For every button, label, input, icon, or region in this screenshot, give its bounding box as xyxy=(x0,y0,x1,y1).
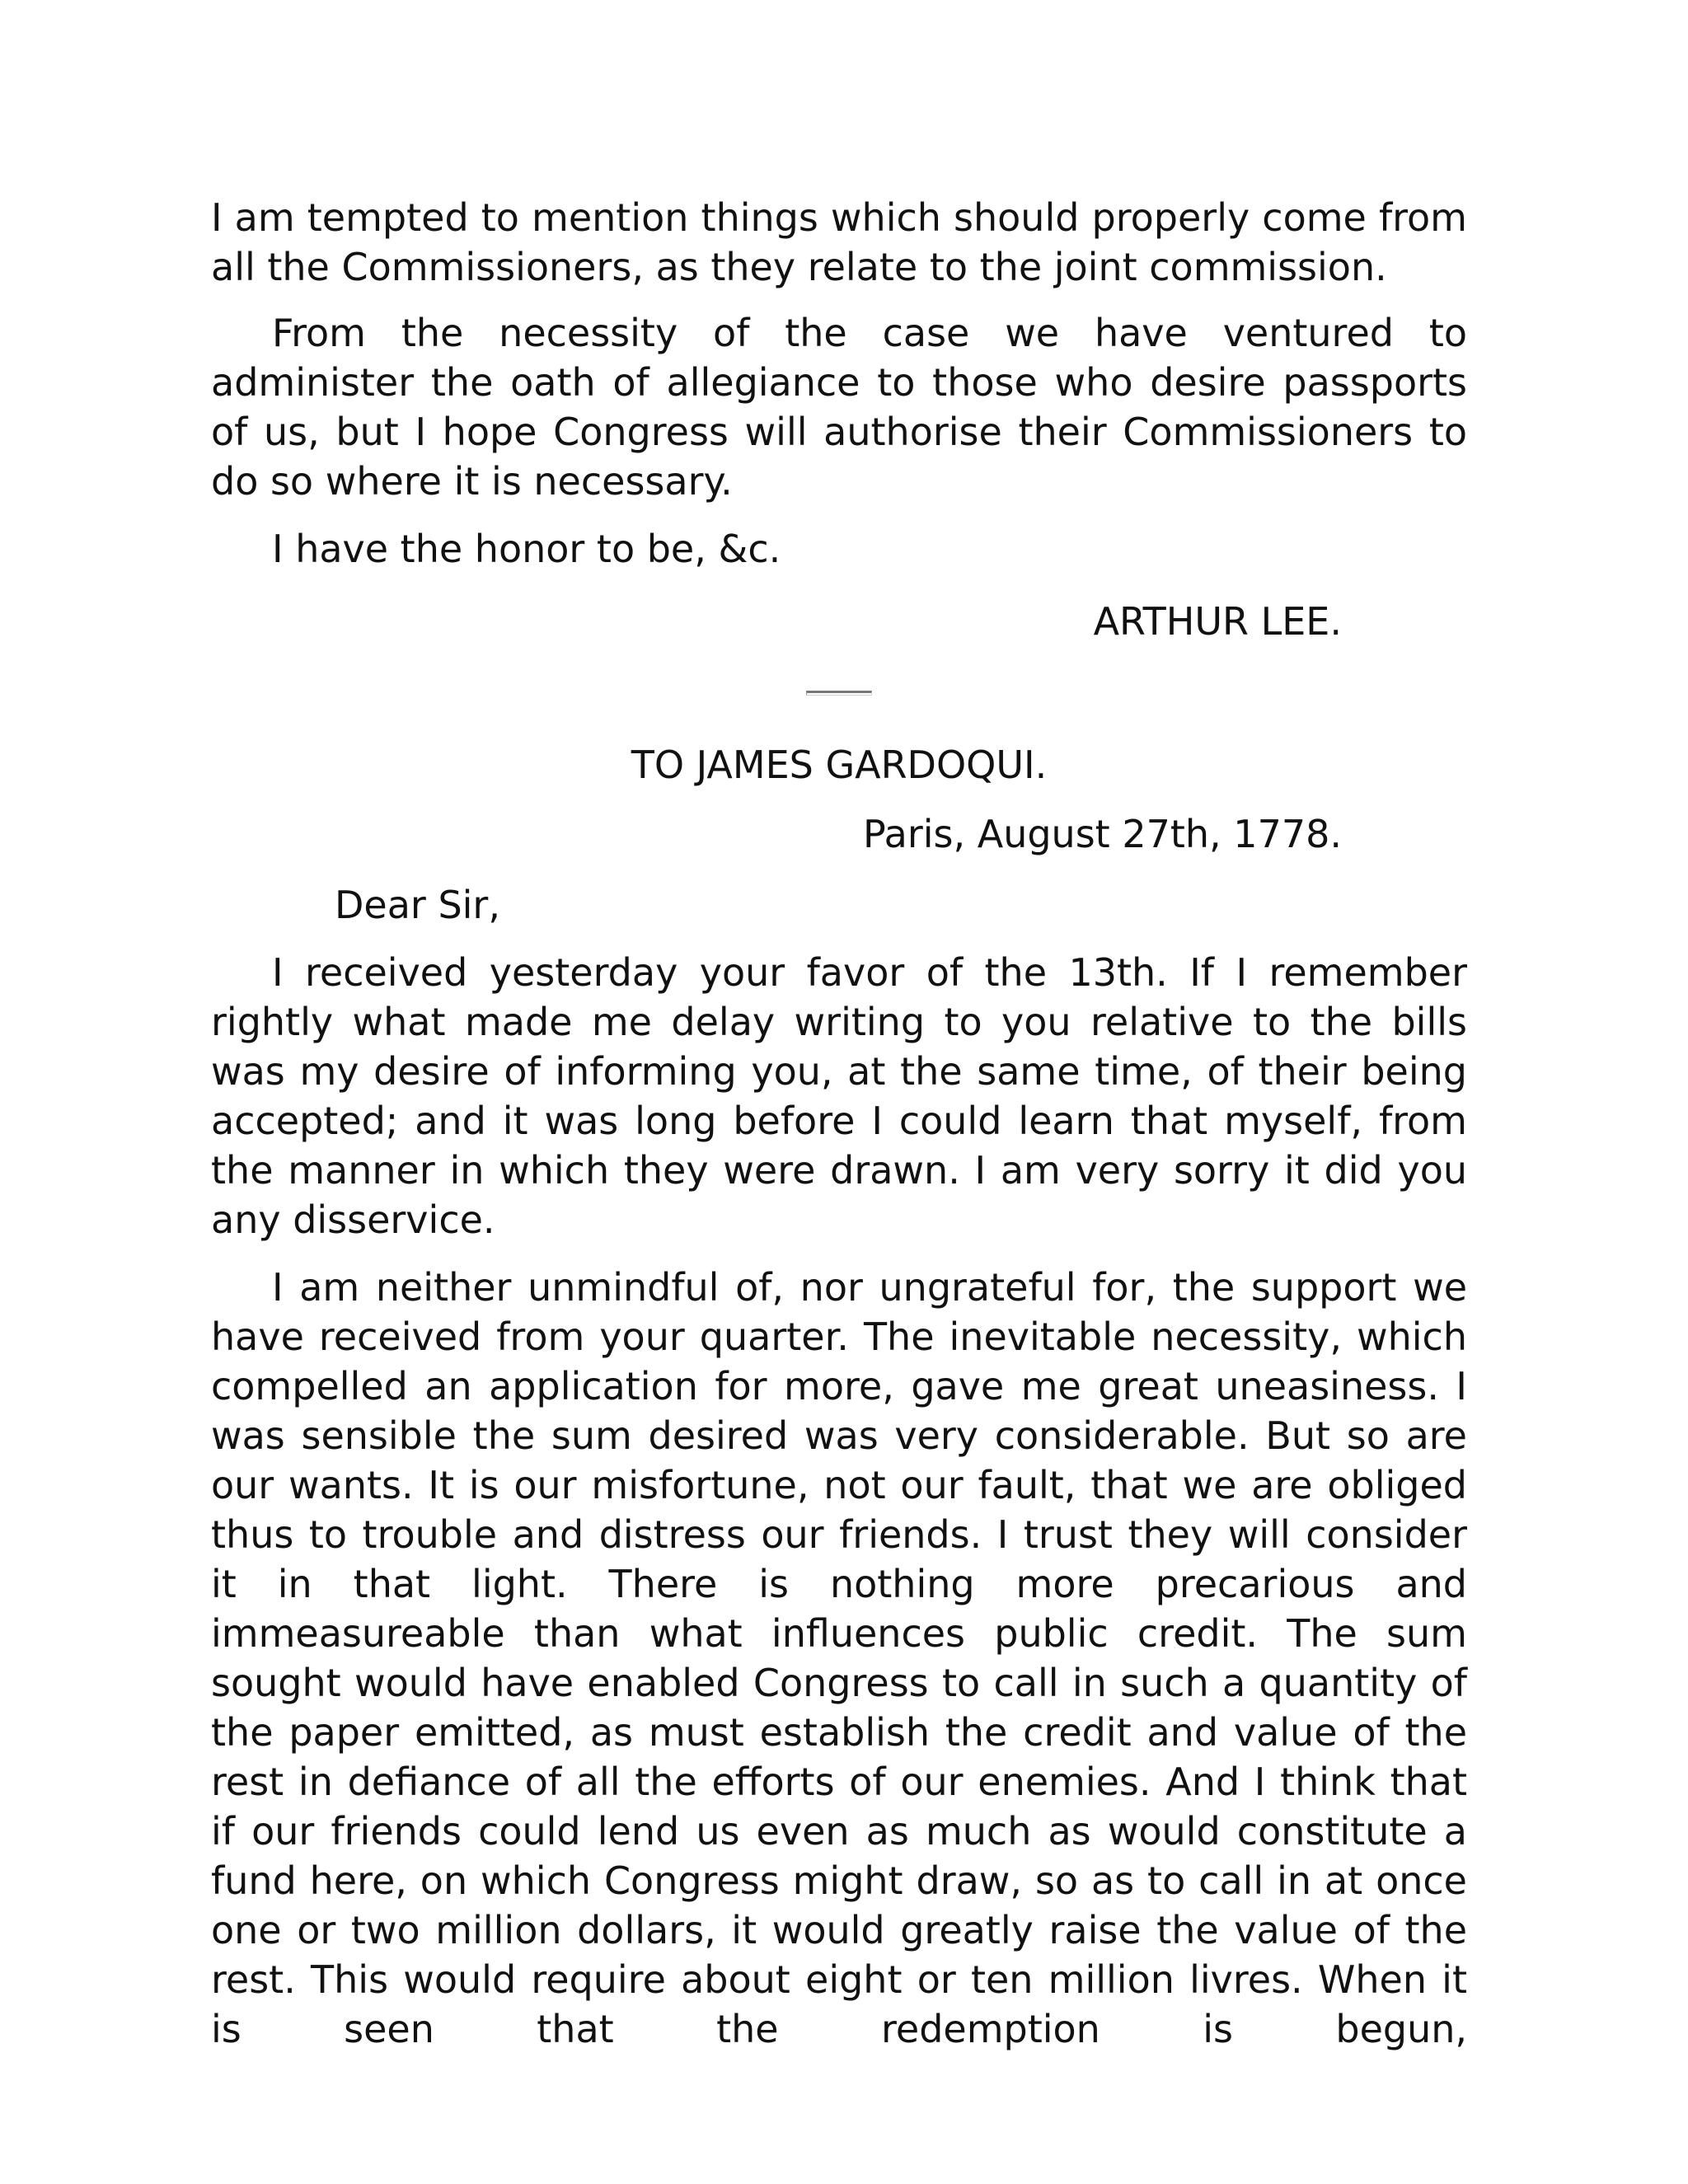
letter1-paragraph-2: From the necessity of the case we have ventured to administer the oath of allegiance to those who desire passports of us, but I hope Congress will authorise their Commissioners to do so where it is necessary. xyxy=(211,311,1467,504)
letter2-dateline: Paris, August 27th, 1778. xyxy=(862,812,1342,856)
letter2-salutation: Dear Sir, xyxy=(335,883,500,927)
document-page xyxy=(211,193,1467,2054)
section-divider xyxy=(806,691,872,696)
letter1-paragraph-1: I am tempted to mention things which should properly come from all the Commissioners, as they relate to the joint commission. xyxy=(211,195,1467,289)
letter2-paragraph-1: I received yesterday your favor of the 13th. If I remember rightly what made me delay writing to you relative to the bills was my desire of informing you, at the same time, of their being accepted; and it was long before I could learn that myself, from the manner in which they were drawn. I am very sorry it did you any disservice. xyxy=(211,950,1467,1242)
letter2-heading: TO JAMES GARDOQUI. xyxy=(631,743,1048,787)
letter1-signature: ARTHUR LEE. xyxy=(1093,599,1342,644)
letter2-paragraph-2: I am neither unmindful of, nor ungrateful for, the support we have received from your quarter. The inevitable necessity, which compelled an application for more, gave me great uneasiness. I was sensible the sum desired was very considerable. But so are our wants. It is our misfortune, not our fault, that we are obliged thus to trouble and distress our friends. I trust they will consider it in that light. There is nothing more precarious and immeasureable than what influences public credit. The sum sought would have enabled Congress to call in such a quantity of the paper emitted, as must establish the credit and value of the rest in defiance of all the efforts of our enemies. And I think that if our friends could lend us even as much as would constitute a fund here, on which Congress might draw, so as to call in at once one or two million dollars, it would greatly raise the value of the rest. This would require about eight or ten million livres. When it is seen that the redemption is begun, xyxy=(211,1265,1467,2051)
letter1-closing: I have the honor to be, &c. xyxy=(272,527,781,571)
